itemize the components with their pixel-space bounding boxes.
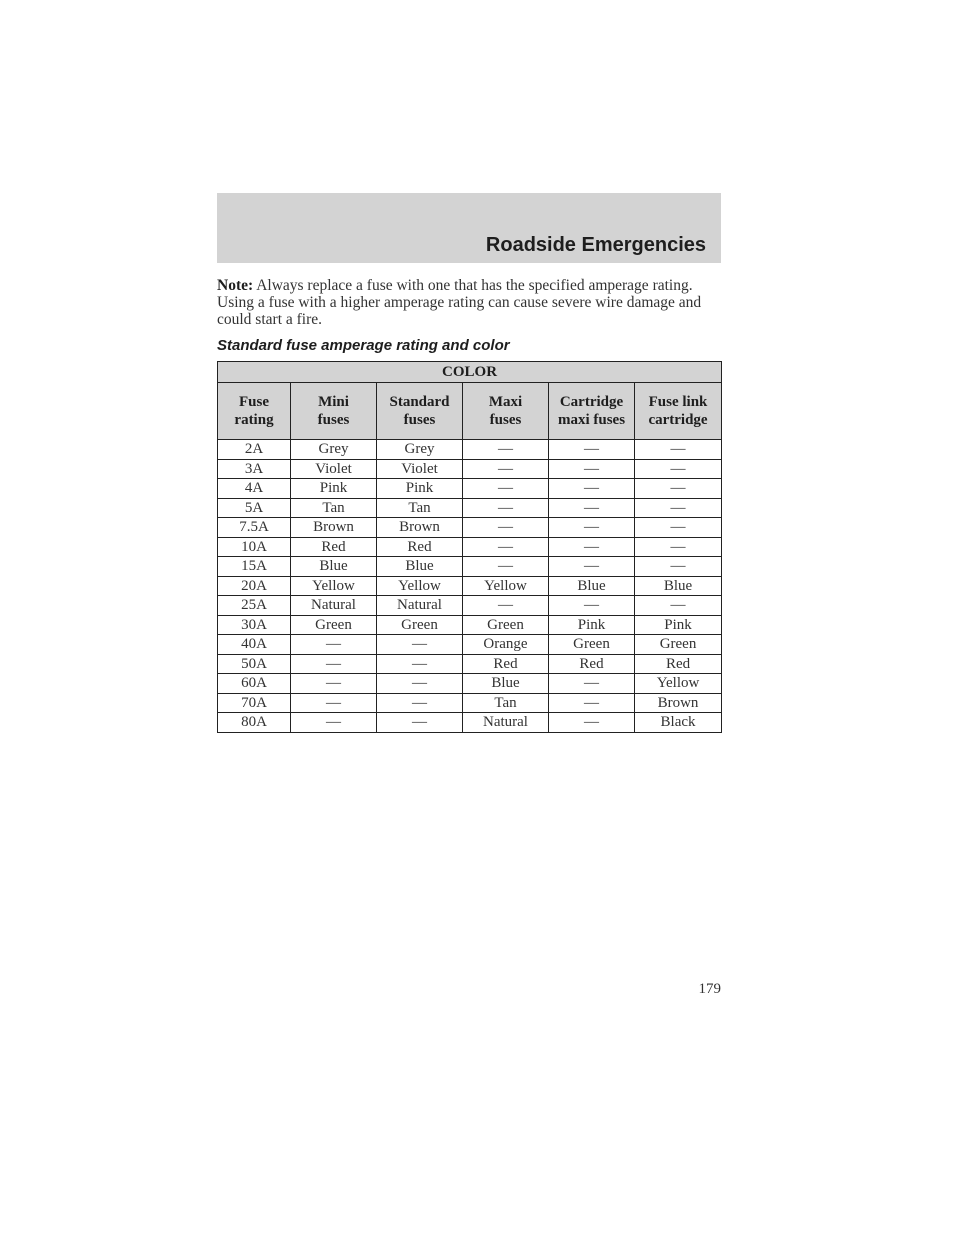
table-cell: — [635, 459, 722, 479]
page-number: 179 [698, 981, 721, 997]
table-cell: Yellow [635, 674, 722, 694]
table-row [218, 459, 722, 479]
table-cell: Brown [377, 518, 463, 538]
table-cell: — [463, 440, 549, 460]
table-cell: Green [635, 635, 722, 655]
table-cell: Orange [463, 635, 549, 655]
table-cell: Green [291, 615, 377, 635]
table-cell: 50A [218, 654, 291, 674]
table-cell: — [463, 537, 549, 557]
table-cell: — [377, 654, 463, 674]
column-header-maxi-fuses: Maxi fuses [463, 383, 549, 440]
table-caption: Standard fuse amperage rating and color [217, 337, 510, 354]
table-cell: — [463, 557, 549, 577]
table-cell: Blue [635, 576, 722, 596]
table-cell: Green [549, 635, 635, 655]
table-cell: — [635, 596, 722, 616]
table-cell: Black [635, 713, 722, 733]
table-row [218, 518, 722, 538]
table-row [218, 635, 722, 655]
table-cell: — [549, 713, 635, 733]
table-cell: — [635, 518, 722, 538]
table-row [218, 479, 722, 499]
table-cell: 3A [218, 459, 291, 479]
table-row [218, 693, 722, 713]
table-cell: — [291, 635, 377, 655]
table-cell: 60A [218, 674, 291, 694]
table-cell: Green [377, 615, 463, 635]
table-cell: — [463, 518, 549, 538]
table-cell: Pink [291, 479, 377, 499]
table-cell: 30A [218, 615, 291, 635]
table-cell: Violet [377, 459, 463, 479]
table-cell: — [635, 479, 722, 499]
table-cell: Natural [377, 596, 463, 616]
table-cell: Grey [377, 440, 463, 460]
table-cell: 20A [218, 576, 291, 596]
table-cell: Red [635, 654, 722, 674]
table-cell: — [549, 557, 635, 577]
table-cell: 2A [218, 440, 291, 460]
table-cell: — [291, 654, 377, 674]
table-cell: — [463, 498, 549, 518]
table-cell: 25A [218, 596, 291, 616]
table-cell: Red [291, 537, 377, 557]
table-cell: — [463, 596, 549, 616]
table-cell: Grey [291, 440, 377, 460]
fuse-rating-table [217, 361, 722, 733]
table-cell: — [549, 459, 635, 479]
table-row [218, 440, 722, 460]
table-cell: — [291, 674, 377, 694]
table-row [218, 557, 722, 577]
table-cell: 7.5A [218, 518, 291, 538]
table-cell: — [291, 693, 377, 713]
table-cell: Brown [291, 518, 377, 538]
table-cell: — [549, 440, 635, 460]
table-cell: — [377, 713, 463, 733]
table-cell: — [549, 537, 635, 557]
table-cell: — [635, 557, 722, 577]
table-row [218, 615, 722, 635]
table-cell: 40A [218, 635, 291, 655]
table-cell: Natural [463, 713, 549, 733]
table-cell: — [549, 498, 635, 518]
table-row [218, 576, 722, 596]
table-cell: Brown [635, 693, 722, 713]
table-cell: 5A [218, 498, 291, 518]
table-cell: Red [377, 537, 463, 557]
table-row [218, 537, 722, 557]
table-row [218, 674, 722, 694]
table-cell: 10A [218, 537, 291, 557]
table-cell: Red [463, 654, 549, 674]
table-cell: 70A [218, 693, 291, 713]
table-row [218, 713, 722, 733]
section-header-band [217, 193, 721, 263]
table-cell: Blue [291, 557, 377, 577]
table-cell: Tan [377, 498, 463, 518]
table-cell: — [549, 479, 635, 499]
column-header-mini-fuses: Mini fuses [291, 383, 377, 440]
table-cell: Yellow [377, 576, 463, 596]
table-cell: 4A [218, 479, 291, 499]
table-cell: Red [549, 654, 635, 674]
table-cell: 80A [218, 713, 291, 733]
table-cell: Pink [377, 479, 463, 499]
table-cell: Yellow [291, 576, 377, 596]
table-cell: Tan [291, 498, 377, 518]
table-cell: — [549, 596, 635, 616]
table-row [218, 654, 722, 674]
table-cell: — [635, 498, 722, 518]
table-cell: — [377, 674, 463, 694]
table-cell: Tan [463, 693, 549, 713]
note-paragraph [217, 277, 721, 328]
table-row [218, 596, 722, 616]
table-cell: — [463, 479, 549, 499]
color-group-header: COLOR [218, 362, 722, 383]
table-body [218, 440, 722, 733]
table-cell: — [549, 693, 635, 713]
table-cell: — [377, 635, 463, 655]
section-title: Roadside Emergencies [485, 234, 706, 256]
column-header-standard-fuses: Standard fuses [377, 383, 463, 440]
table-cell: — [635, 537, 722, 557]
table-cell: Blue [377, 557, 463, 577]
note-text: Always replace a fuse with one that has the specified amperage rating. Using a fuse with a higher amperage rating can cause severe wire damage and could start a fire. [217, 277, 702, 328]
table-cell: — [549, 674, 635, 694]
table-cell: — [463, 459, 549, 479]
column-header-cartridge-maxi-fuses: Cartridge maxi fuses [549, 383, 635, 440]
table-cell: Violet [291, 459, 377, 479]
note-label: Note: [217, 277, 254, 294]
table-cell: — [635, 440, 722, 460]
table-cell: Yellow [463, 576, 549, 596]
table-cell: 15A [218, 557, 291, 577]
column-header-fuse-link-cartridge: Fuse link cartridge [635, 383, 722, 440]
column-header-fuse-rating: Fuse rating [218, 383, 291, 440]
table-row [218, 498, 722, 518]
table-cell: — [291, 713, 377, 733]
table-cell: Pink [635, 615, 722, 635]
table-cell: Blue [549, 576, 635, 596]
table-cell: — [549, 518, 635, 538]
table-cell: Green [463, 615, 549, 635]
table-cell: Natural [291, 596, 377, 616]
table-cell: Pink [549, 615, 635, 635]
table-cell: — [377, 693, 463, 713]
table-cell: Blue [463, 674, 549, 694]
